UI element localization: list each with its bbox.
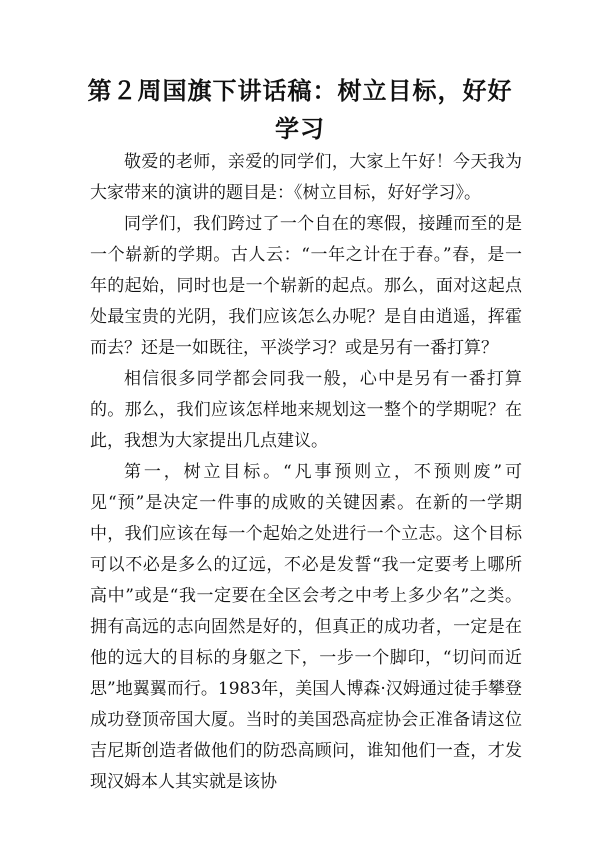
paragraph-planning: 相信很多同学都会同我一般，心中是另有一番打算的。那么，我们应该怎样地来规划这一整个的学期呢？在此，我想为大家提出几点建议。 xyxy=(90,369,522,451)
paragraph-first-suggestion: 第一，树立目标。“凡事预则立，不预则废”可见“预”是决定一件事的成败的关键因素。在新的一学期中，我们应该在每一个起始之处进行一个立志。这个目标可以不必是多么的辽远，不必是发誓“我一定要考上哪所高中”或是“我一定要在全区会考之中考上多少名”之类。拥有高远的志向固然是好的，但真正的成功者，一定是在他的远大的目标的身躯之下，一步一个脚印，“切问而近思”地翼翼而行。1983年，美国人博森·汉姆通过徒手攀登成功登顶帝国大厦。当时的美国恐高症协会正准备请这位吉尼斯创造者做他们的防恐高顾问，谁知他们一查，才发现汉姆本人其实就是该协 xyxy=(90,462,522,792)
paragraph-new-semester: 同学们，我们跨过了一个自在的寒假，接踵而至的是一个崭新的学期。古人云：“一年之计在于春。”春，是一年的起始，同时也是一个崭新的起点。那么，面对这起点处最宝贵的光阴，我们应该怎么办呢？是自由逍遥，挥霍而去？还是一如既往，平淡学习？或是另有一番打算？ xyxy=(90,214,522,358)
document-title: 第２周国旗下讲话稿：树立目标，好好学习 xyxy=(87,77,513,143)
document-body xyxy=(90,147,522,798)
paragraph-greeting: 敬爱的老师，亲爱的同学们，大家上午好！今天我为大家带来的演讲的题目是：《树立目标，好好学习》。 xyxy=(90,152,522,203)
